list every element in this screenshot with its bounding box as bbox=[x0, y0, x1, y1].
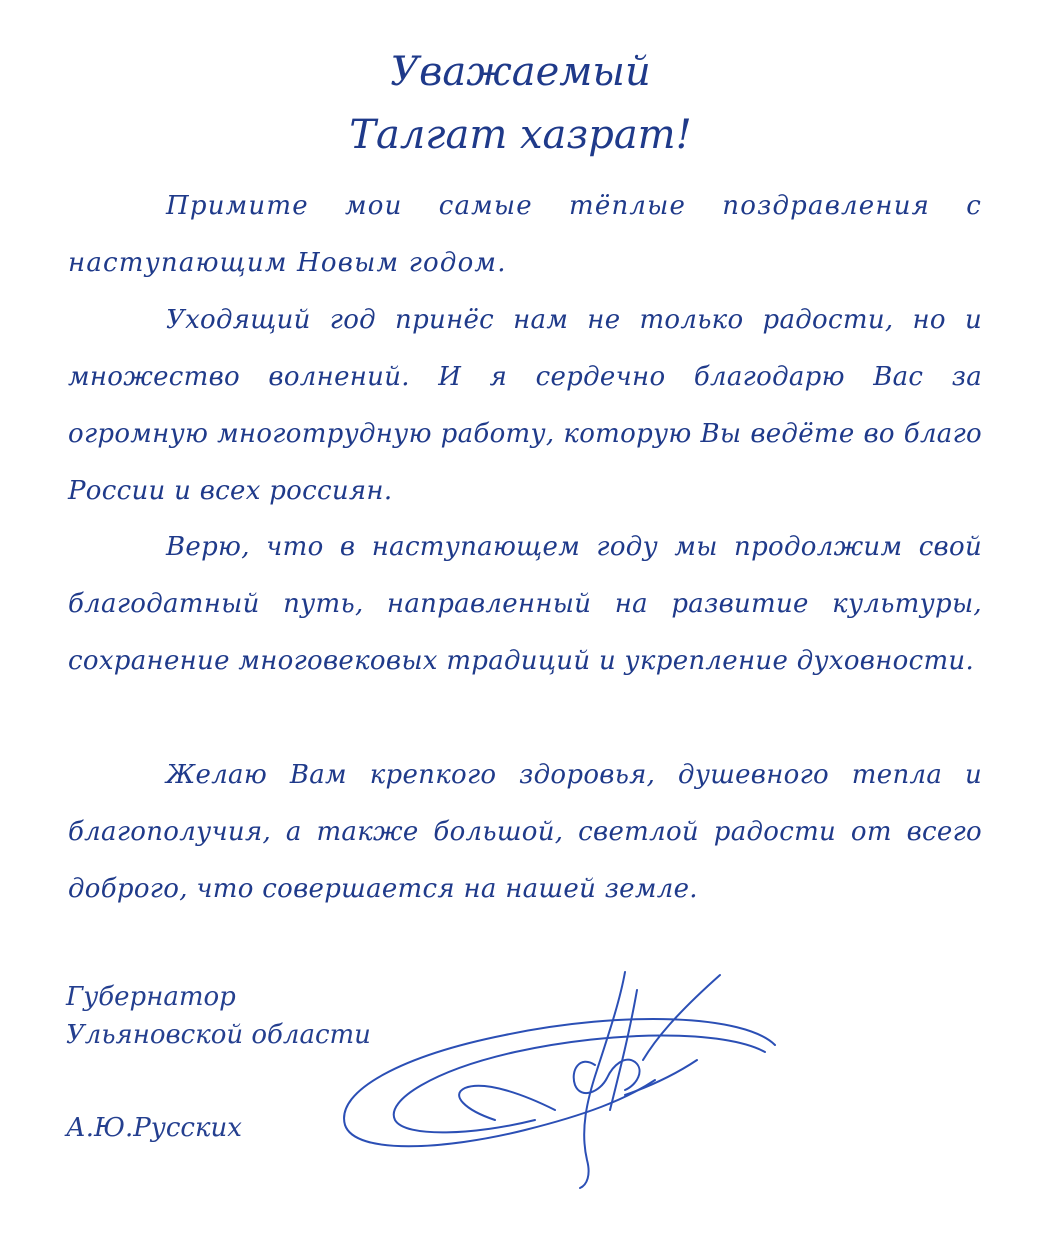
paragraph-greeting: Примите мои самые тёплые поздравления с наступающим Новым годом. bbox=[68, 191, 982, 278]
signatory-name: А.Ю.Русских bbox=[66, 1113, 242, 1143]
salutation-line-1: Уважаемый bbox=[390, 49, 651, 95]
signatory-title-line-2: Ульяновской области bbox=[66, 1020, 371, 1050]
signatory-title-line-1: Губернатор bbox=[66, 982, 236, 1012]
paragraph-belief: Верю, что в наступающем году мы продолжим свой благодатный путь, направленный на развитие культуры, сохранение многовековых традиций и укрепление духовности. bbox=[68, 532, 982, 676]
salutation-line-2: Талгат хазрат! bbox=[349, 112, 692, 158]
paragraph-thanks: Уходящий год принёс нам не только радости, но и множество волнений. И я сердечно благодарю Вас за огромную многотрудную работу, которую Вы ведёте во благо России и всех россиян. bbox=[68, 305, 982, 506]
handwritten-signature-icon bbox=[325, 960, 795, 1190]
paragraph-wishes: Желаю Вам крепкого здоровья, душевного тепла и благополучия, а также большой, светлой радости от всего доброго, что совершается на нашей земле. bbox=[68, 760, 982, 904]
